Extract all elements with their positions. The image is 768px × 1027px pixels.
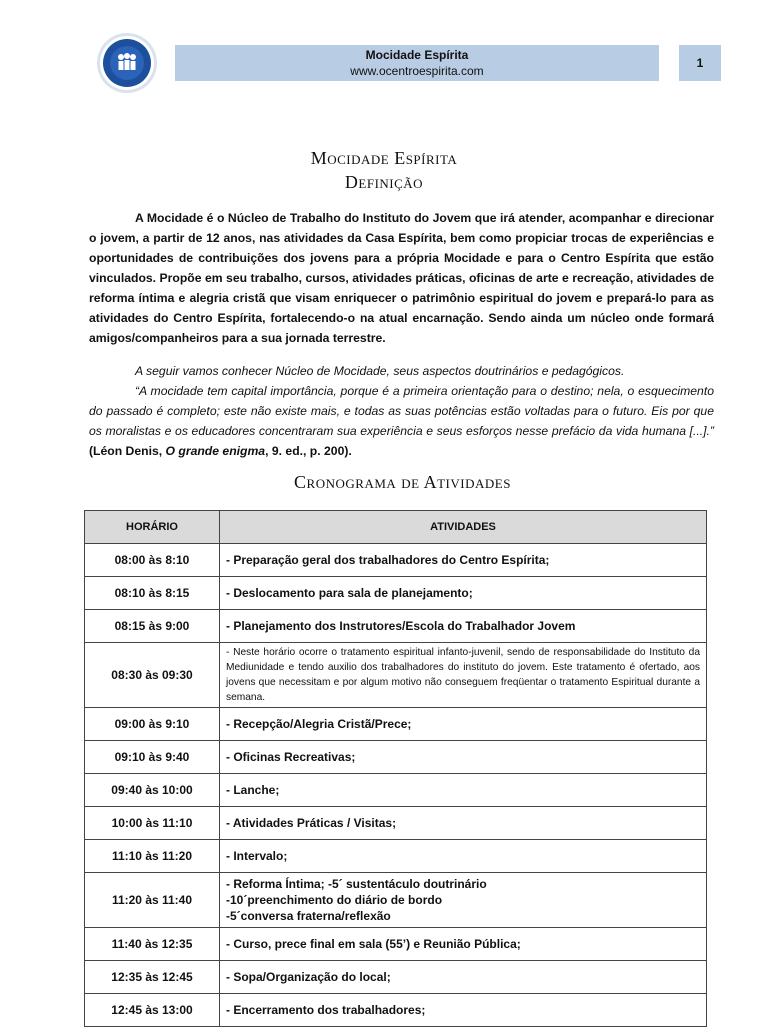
row-activity: - Neste horário ocorre o tratamento espiritual infanto-juvenil, sendo de responsabilidade do Instituto da Mediunidade e tendo auxilio dos trabalhadores do instituto do jovem. Este tratamento é ofertado, aos jovens que necessitam e por algum motivo não conseguem freqüentar o tratamento Espiritual durante a semana.: [220, 643, 707, 708]
definition-paragraph: A Mocidade é o Núcleo de Trabalho do Instituto do Jovem que irá atender, acompanhar e direcionar o jovem, a partir de 12 anos, nas atividades da Casa Espírita, bem como propiciar trocas de experiências e oportunidades de contribuições dos jovens para a própria Mocidade e para o Centro Espírita que estão vinculados. Propõe em seu trabalho, cursos, atividades práticas, oficinas de arte e recreação, atividades de reforma íntima e alegria cristã que visam enriquecer o patrimônio espiritual do jovem e prepará-lo para as atividades do Centro Espírita, fortalecendo-o na atual encarnação. Sendo ainda um núcleo onde formará amigos/companheiros para a sua jornada terrestre.: [89, 211, 714, 345]
document-title: [0, 146, 768, 194]
logo-emblem-icon: [99, 35, 155, 91]
activity-line: -10´preenchimento do diário de bordo: [226, 893, 443, 907]
table-row: [85, 708, 707, 741]
table-row: [85, 577, 707, 610]
quote-text: “A mocidade tem capital importância, porque é a primeira orientação para o destino; nela, o esquecimento do passado é completo; este não existe mais, e todas as suas potências estão voltadas para o futuro. Eis por que os moralistas e os educadores concentraram sua experiência e seus esforços nesse prefácio da vida humana [...].”: [89, 384, 714, 438]
row-time: 10:00 às 11:10: [85, 807, 220, 840]
table-row: [85, 994, 707, 1027]
table-row: [85, 873, 707, 928]
quote-book: O grande enigma: [165, 444, 266, 458]
table-row: [85, 610, 707, 643]
row-activity: - Recepção/Alegria Cristã/Prece;: [220, 708, 707, 741]
row-time: 08:00 às 8:10: [85, 544, 220, 577]
row-time: 09:00 às 9:10: [85, 708, 220, 741]
header-activities: ATIVIDADES: [220, 511, 707, 544]
row-time: 11:20 às 11:40: [85, 873, 220, 928]
intro-paragraph: A seguir vamos conhecer Núcleo de Mocidade, seus aspectos doutrinários e pedagógicos.: [135, 364, 625, 378]
row-activity: - Atividades Práticas / Visitas;: [220, 807, 707, 840]
table-row: [85, 928, 707, 961]
activity-line: - Reforma Íntima; -5´ sustentáculo doutrinário: [226, 877, 487, 891]
quote-author: (Léon Denis,: [89, 444, 166, 458]
row-time: 08:15 às 9:00: [85, 610, 220, 643]
row-activity: - Curso, prece final em sala (55’) e Reunião Pública;: [220, 928, 707, 961]
row-time: 08:10 às 8:15: [85, 577, 220, 610]
header-title: Mocidade Espírita: [365, 48, 469, 62]
schedule-table: [84, 510, 707, 1027]
page-number: 1: [679, 45, 721, 81]
schedule-title: Cronograma de Atividades: [294, 472, 511, 492]
row-time: 08:30 às 09:30: [85, 643, 220, 708]
row-activity: - Encerramento dos trabalhadores;: [220, 994, 707, 1027]
quote-ref: , 9. ed., p. 200).: [265, 444, 352, 458]
table-row: [85, 544, 707, 577]
activity-line: -5´conversa fraterna/reflexão: [226, 909, 391, 923]
row-time: 11:40 às 12:35: [85, 928, 220, 961]
document-title-line1: Mocidade Espírita: [310, 148, 458, 168]
table-row: [85, 807, 707, 840]
row-activity: - Deslocamento para sala de planejamento;: [220, 577, 707, 610]
header-banner: [175, 45, 659, 81]
row-activity: - Sopa/Organização do local;: [220, 961, 707, 994]
table-row: [85, 643, 707, 708]
table-row: [85, 961, 707, 994]
table-row: [85, 741, 707, 774]
row-activity: - Oficinas Recreativas;: [220, 741, 707, 774]
row-time: 12:35 às 12:45: [85, 961, 220, 994]
row-activity: - Intervalo;: [220, 840, 707, 873]
row-time: 11:10 às 11:20: [85, 840, 220, 873]
row-time: 09:10 às 9:40: [85, 741, 220, 774]
row-activity: - Planejamento dos Instrutores/Escola do Trabalhador Jovem: [220, 610, 707, 643]
document-title-line2: Definição: [344, 172, 424, 192]
logo: [97, 33, 157, 93]
header-time: HORÁRIO: [85, 511, 220, 544]
row-activity: - Lanche;: [220, 774, 707, 807]
row-time: 09:40 às 10:00: [85, 774, 220, 807]
row-activity: [220, 873, 707, 928]
quote-paragraph: [89, 381, 714, 461]
table-row: [85, 840, 707, 873]
table-row: [85, 774, 707, 807]
header-website[interactable]: www.ocentroespirita.com: [350, 64, 484, 78]
row-activity: - Preparação geral dos trabalhadores do Centro Espírita;: [220, 544, 707, 577]
row-time: 12:45 às 13:00: [85, 994, 220, 1027]
table-header-row: [85, 511, 707, 544]
